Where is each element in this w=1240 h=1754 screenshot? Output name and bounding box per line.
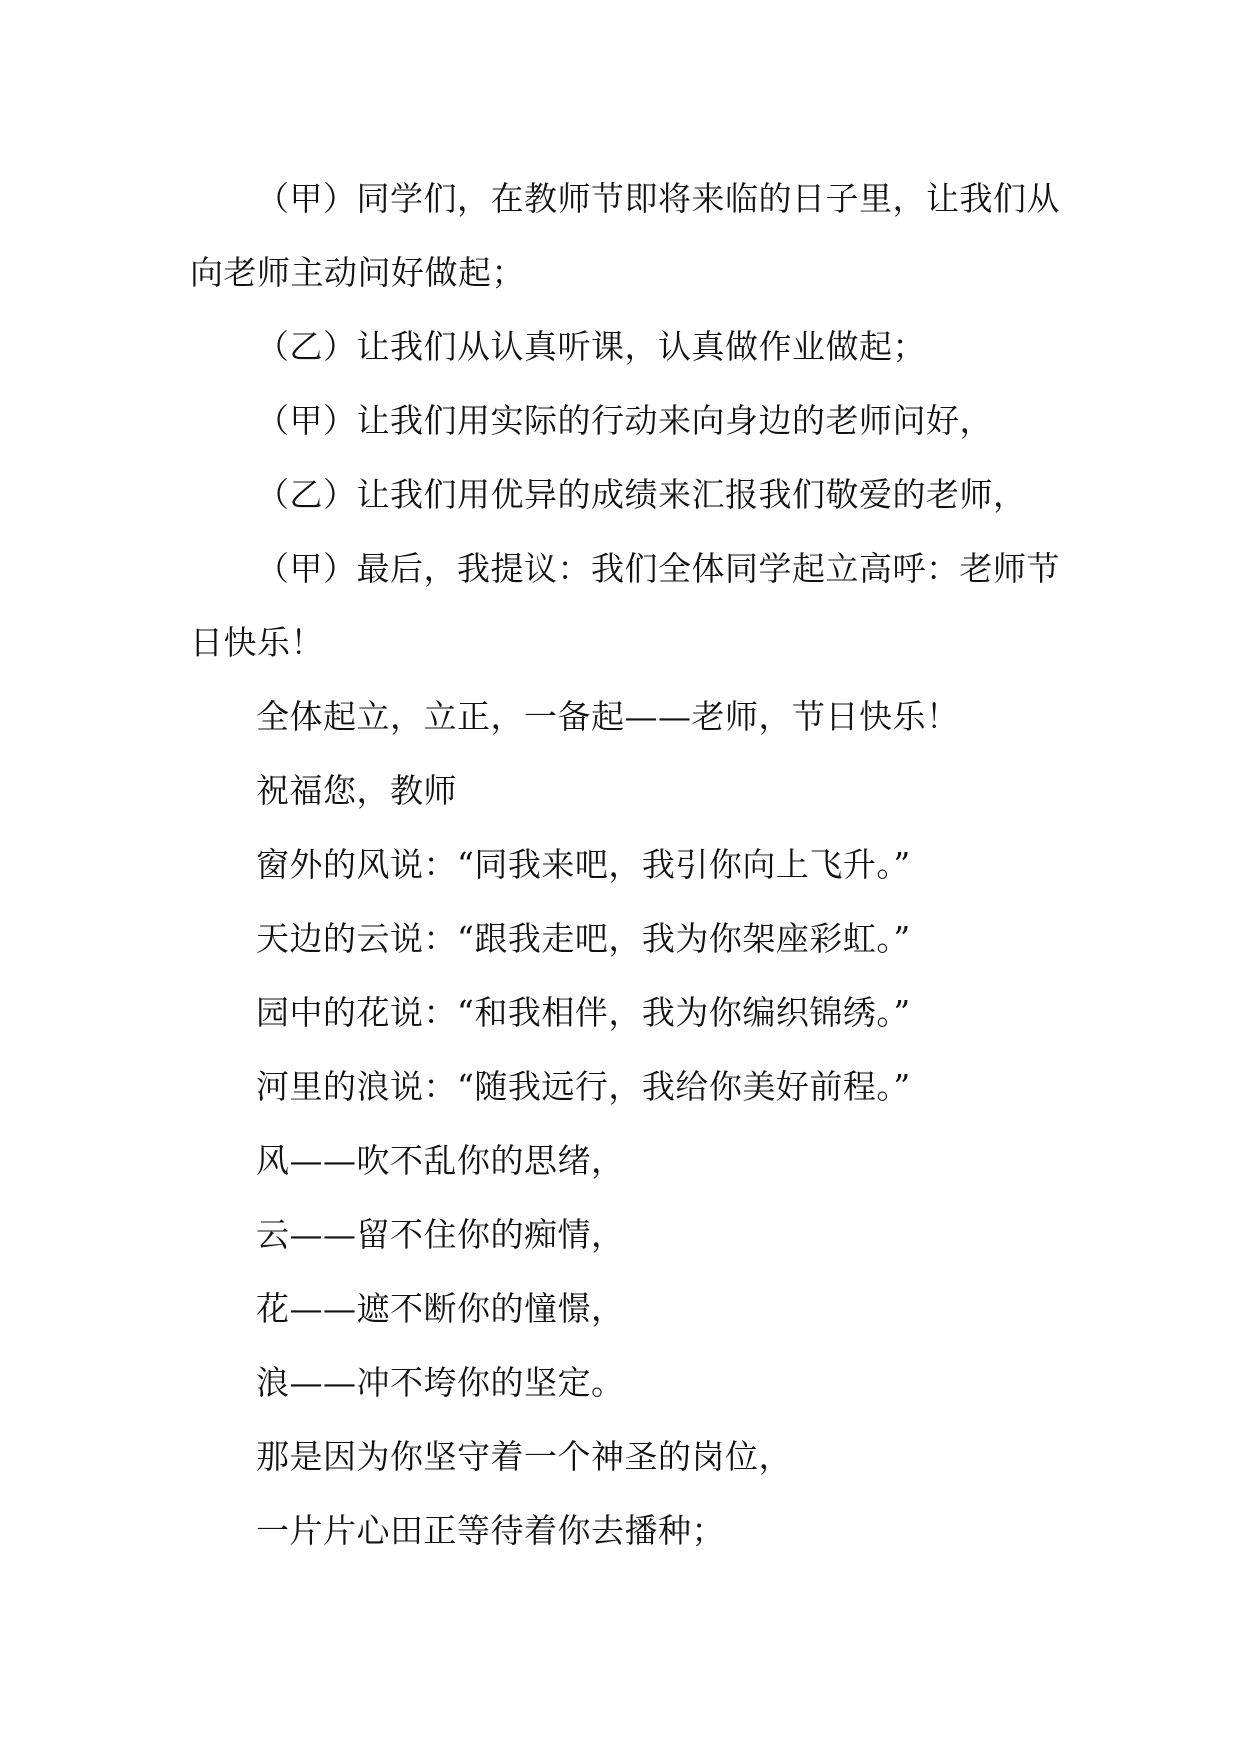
paragraph: 云——留不住你的痴情， — [256, 1215, 625, 1254]
paragraph: 天边的云说：“跟我走吧，我为你架座彩虹。” — [256, 919, 911, 958]
paragraph: 河里的浪说：“随我远行，我给你美好前程。” — [256, 1067, 911, 1106]
paragraph: 风——吹不乱你的思绪， — [256, 1141, 625, 1180]
paragraph: （乙）让我们用优异的成绩来汇报我们敬爱的老师， — [256, 475, 1027, 514]
paragraph: 一片片心田正等待着你去播种； — [256, 1511, 725, 1550]
paragraph: （甲）最后，我提议：我们全体同学起立高呼：老师节日快乐！ — [190, 549, 1060, 662]
paragraph: 祝福您，教师 — [256, 771, 457, 810]
paragraph: 园中的花说：“和我相伴，我为你编织锦绣。” — [256, 993, 911, 1032]
paragraph: 窗外的风说：“同我来吧，我引你向上飞升。” — [256, 845, 911, 884]
paragraph: 那是因为你坚守着一个神圣的岗位， — [256, 1437, 792, 1476]
paragraph: （乙）让我们从认真听课，认真做作业做起； — [256, 327, 926, 366]
paragraph: （甲）同学们，在教师节即将来临的日子里，让我们从向老师主动问好做起； — [190, 179, 1060, 292]
paragraph: 全体起立，立正，一备起——老师，节日快乐！ — [256, 697, 960, 736]
paragraph: （甲）让我们用实际的行动来向身边的老师问好， — [256, 401, 993, 440]
document-body — [190, 162, 1060, 1568]
paragraph: 花——遮不断你的憧憬， — [256, 1289, 625, 1328]
paragraph: 浪——冲不垮你的坚定。 — [256, 1363, 625, 1402]
